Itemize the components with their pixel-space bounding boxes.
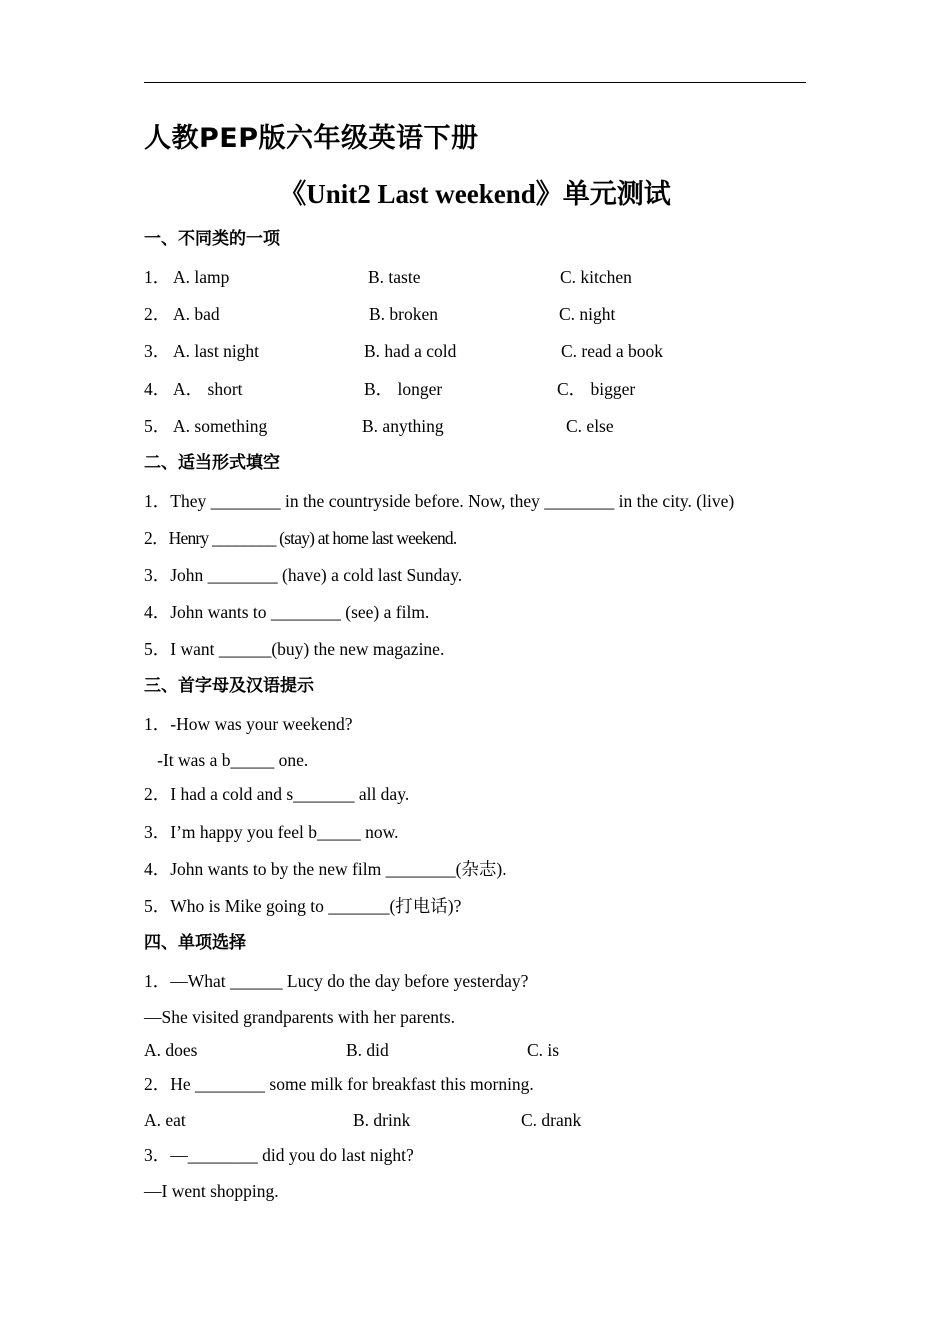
- s1-item-2-option-b: B. broken: [369, 304, 439, 324]
- s4-q2: 2．He ________ some milk for breakfast this morning.: [144, 1074, 534, 1094]
- s3-item-1-answer: -It was a b_____ one.: [144, 750, 309, 770]
- s1-item-1-option-a: A. lamp: [173, 267, 230, 287]
- s3-item-4: 4．John wants to by the new film ________(杂志).: [144, 859, 507, 879]
- s1-item-3-num: 3．: [144, 341, 171, 361]
- page-title: 人教PEP版六年级英语下册: [144, 123, 479, 154]
- s1-item-5-num: 5．: [144, 416, 171, 436]
- s1-item-3-option-a: A. last night: [173, 341, 260, 361]
- s1-item-4-option-c: C． bigger: [557, 379, 636, 399]
- header-rule: [144, 82, 806, 83]
- s1-item-5-option-a: A. something: [173, 416, 268, 436]
- s1-item-2-option-a: A. bad: [173, 304, 220, 324]
- s2-item-4: 4．John wants to ________ (see) a film.: [144, 602, 430, 622]
- page-subtitle: 《Unit2 Last weekend》单元测试: [279, 179, 671, 209]
- section1-heading: 一、不同类的一项: [144, 229, 280, 249]
- s4-q2-option-c: C. drank: [521, 1110, 582, 1130]
- s1-item-2-option-c: C. night: [559, 304, 616, 324]
- s1-item-4-num: 4．: [144, 379, 171, 399]
- s1-item-2-num: 2．: [144, 304, 171, 324]
- s1-item-4-option-b: B． longer: [364, 379, 443, 399]
- s3-item-3: 3．I’m happy you feel b_____ now.: [144, 822, 399, 842]
- s4-q1-option-a: A. does: [144, 1040, 198, 1060]
- s4-q3: 3．—________ did you do last night?: [144, 1145, 414, 1165]
- s2-item-2: 2．Henry ________ (stay) at home last weekend.: [144, 528, 457, 548]
- s2-item-3: 3．John ________ (have) a cold last Sunday.: [144, 565, 463, 585]
- s4-q1-option-c: C. is: [527, 1040, 560, 1060]
- section4-heading: 四、单项选择: [144, 933, 246, 953]
- s4-q2-option-a: A. eat: [144, 1110, 186, 1130]
- s4-q1-option-b: B. did: [346, 1040, 389, 1060]
- s1-item-4-option-a: A． short: [173, 379, 243, 399]
- s1-item-1-option-c: C. kitchen: [560, 267, 632, 287]
- s4-q1-reply: —She visited grandparents with her parents.: [144, 1007, 456, 1027]
- s1-item-5-option-b: B. anything: [362, 416, 444, 436]
- s1-item-3-option-c: C. read a book: [561, 341, 664, 361]
- s1-item-5-option-c: C. else: [566, 416, 614, 436]
- s3-item-5: 5．Who is Mike going to _______(打电话)?: [144, 896, 462, 916]
- s1-item-1-num: 1．: [144, 267, 171, 287]
- s3-item-2: 2．I had a cold and s_______ all day.: [144, 784, 410, 804]
- s2-item-1: 1．They ________ in the countryside before. Now, they ________ in the city. (live): [144, 491, 735, 511]
- section2-heading: 二、适当形式填空: [144, 453, 280, 473]
- s4-q1: 1．—What ______ Lucy do the day before yesterday?: [144, 971, 529, 991]
- s2-item-5: 5．I want ______(buy) the new magazine.: [144, 639, 445, 659]
- s3-item-1-question: 1．-How was your weekend?: [144, 714, 353, 734]
- s4-q3-reply: —I went shopping.: [144, 1181, 279, 1201]
- s4-q2-option-b: B. drink: [353, 1110, 411, 1130]
- s1-item-3-option-b: B. had a cold: [364, 341, 457, 361]
- section3-heading: 三、首字母及汉语提示: [144, 676, 314, 696]
- s1-item-1-option-b: B. taste: [368, 267, 421, 287]
